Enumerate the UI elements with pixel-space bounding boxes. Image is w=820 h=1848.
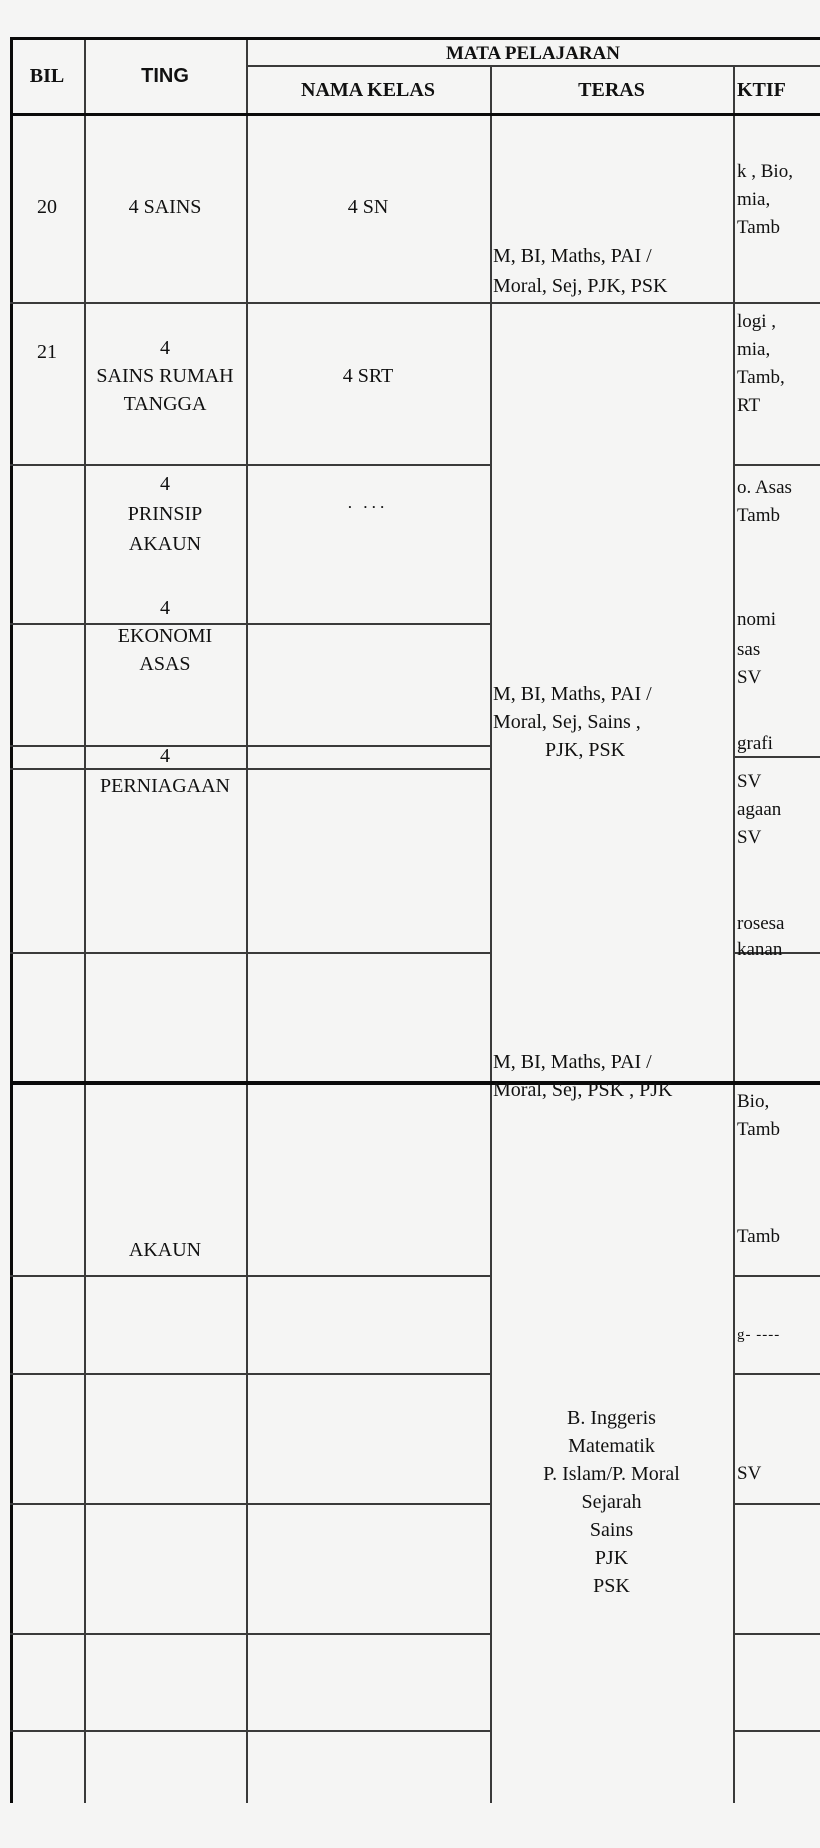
cell-elektif-rosesa-text: rosesa (737, 913, 785, 934)
cell-teras-b2-l2: Moral, Sej, Sains , (493, 711, 641, 733)
cell-teras-b4-l5: Sains (589, 1519, 634, 1541)
cell-elektif-b4-l3: SV (737, 667, 762, 688)
cell-ting-prinsip-1: 4 (160, 473, 170, 495)
cell-elektif-b3-l2: Tamb (737, 505, 780, 526)
cell-teras-b4-l2: Matematik (568, 1435, 655, 1457)
header-teras: TERAS (578, 79, 645, 101)
gridline-row11-bottom-left (10, 1730, 490, 1732)
gridline-row2-bottom-left (10, 464, 490, 466)
gridline-row5-bottom-left (10, 952, 490, 954)
cell-bil-20: 20 (37, 196, 57, 218)
gridline-v-nama-teras (490, 65, 492, 1803)
gridline-row8-bottom-right (733, 1373, 820, 1375)
cell-elektif-b4-l2: sas (737, 639, 761, 660)
header-mata-pelajaran: MATA PELAJARAN (446, 43, 620, 64)
cell-teras-b4-l6: PJK (594, 1547, 629, 1569)
cell-teras-b3-l1: M, BI, Maths, PAI / (493, 1051, 652, 1073)
cell-teras-b4-l4: Sejarah (581, 1491, 642, 1513)
cell-teras-b4-l1: B. Inggeris (567, 1407, 656, 1429)
cell-ting-akaun: AKAUN (128, 1239, 202, 1261)
cell-elektif-tamb-text: Tamb (737, 1226, 780, 1247)
gridline-row9-bottom-left (10, 1503, 490, 1505)
cell-elektif-b1-l1: k , Bio, (737, 161, 793, 182)
cell-elektif-grafi: grafi (737, 733, 773, 754)
gridline-section-divider (10, 1081, 820, 1085)
cell-ting-perniagaan-2: PERNIAGAAN (100, 775, 230, 797)
cell-elektif-b3-l1: o. Asas (737, 477, 792, 498)
cell-teras-b1-l1: M, BI, Maths, PAI / (493, 245, 652, 267)
cell-teras-b3-l2: Moral, Sej, PSK , PJK (493, 1079, 673, 1101)
gridline-row9-bottom-right (733, 1503, 820, 1505)
cell-elektif-tamb-clipped (737, 1226, 820, 1247)
cell-elektif-b8-l2: Tamb (737, 1119, 780, 1140)
gridline-row3-bottom-left (10, 623, 490, 625)
gridline-akaun-bottom-right (733, 1275, 820, 1277)
cell-elektif-b6-l1: SV (737, 771, 762, 792)
cell-nama-dots: · ··· (347, 499, 389, 514)
gridline-thinrow-bottom-left (10, 768, 490, 770)
gridline-row1-bottom (10, 302, 820, 304)
gridline-row8-bottom-left (10, 1373, 490, 1375)
gridline-elektif-under-grafi (733, 756, 820, 758)
header-nama-kelas: NAMA KELAS (301, 79, 435, 101)
gridline-v-teras-elektif (733, 65, 735, 1803)
cell-ting-srt-1: 4 (160, 337, 170, 359)
cell-elektif-b6-l3: SV (737, 827, 762, 848)
gridline-row11-bottom-right (733, 1730, 820, 1732)
header-ting: TING (141, 65, 189, 87)
cell-teras-b2-l1: M, BI, Maths, PAI / (493, 683, 652, 705)
cell-ting-ekonomi-3: ASAS (139, 653, 191, 675)
cell-ting-srt-3: TANGGA (123, 393, 207, 415)
cell-teras-b1-l2: Moral, Sej, PJK, PSK (493, 275, 668, 297)
gridline-header-bottom (10, 113, 820, 116)
header-bil: BIL (29, 65, 65, 87)
cell-ting-4sains: 4 SAINS (128, 196, 202, 218)
gridline-under-mata-pelajaran (246, 65, 820, 67)
cell-elektif-b4-l1: nomi (737, 609, 777, 630)
gridline-row2-bottom-right (733, 464, 820, 466)
cell-elektif-b1-l3: Tamb (737, 217, 780, 238)
cell-bil-21-clipped (10, 341, 84, 370)
table-border-top (10, 37, 820, 40)
cell-nama-4sn: 4 SN (347, 196, 389, 218)
cell-ting-ekonomi-1: 4 (160, 597, 170, 619)
cell-teras-b2-l3: PJK, PSK (545, 739, 626, 761)
header-elektif-cut: KTIF (737, 79, 786, 101)
cell-elektif-fragment-clipped (737, 1327, 820, 1345)
gridline-row10-bottom-right (733, 1633, 820, 1635)
cell-ting-perniagaan-1: 4 (160, 745, 170, 767)
cell-elektif-b6-l2: agaan (737, 799, 782, 820)
cell-elektif-b2-l4: RT (737, 395, 761, 416)
cell-elektif-fragment-text: g- ---- (737, 1327, 781, 1343)
cell-ting-prinsip-2: PRINSIP (127, 503, 203, 525)
cell-elektif-b1-l2: mia, (737, 189, 771, 210)
cell-elektif-b2-l3: Tamb, (737, 367, 785, 388)
cell-nama-4srt: 4 SRT (342, 365, 394, 387)
cell-bil-21-text: 21 (37, 341, 57, 363)
cell-teras-b4-l7: PSK (593, 1575, 630, 1597)
cell-elektif-sv-bottom: SV (737, 1463, 762, 1484)
cell-elektif-kanan: kanan (737, 939, 783, 960)
cell-ting-ekonomi-2: EKONOMI (117, 625, 213, 647)
cell-elektif-b2-l1: logi , (737, 311, 777, 332)
cell-elektif-rosesa-clipped (737, 913, 820, 936)
cell-elektif-b2-l2: mia, (737, 339, 771, 360)
cell-teras-b4-l3: P. Islam/P. Moral (543, 1463, 680, 1485)
gridline-row10-bottom-left (10, 1633, 490, 1635)
gridline-row4-bottom-left (10, 745, 490, 747)
cell-elektif-b8-l1: Bio, (737, 1091, 770, 1112)
gridline-akaun-bottom-left (10, 1275, 490, 1277)
cell-ting-srt-2: SAINS RUMAH (96, 365, 234, 387)
cell-ting-prinsip-3: AKAUN (128, 533, 202, 555)
